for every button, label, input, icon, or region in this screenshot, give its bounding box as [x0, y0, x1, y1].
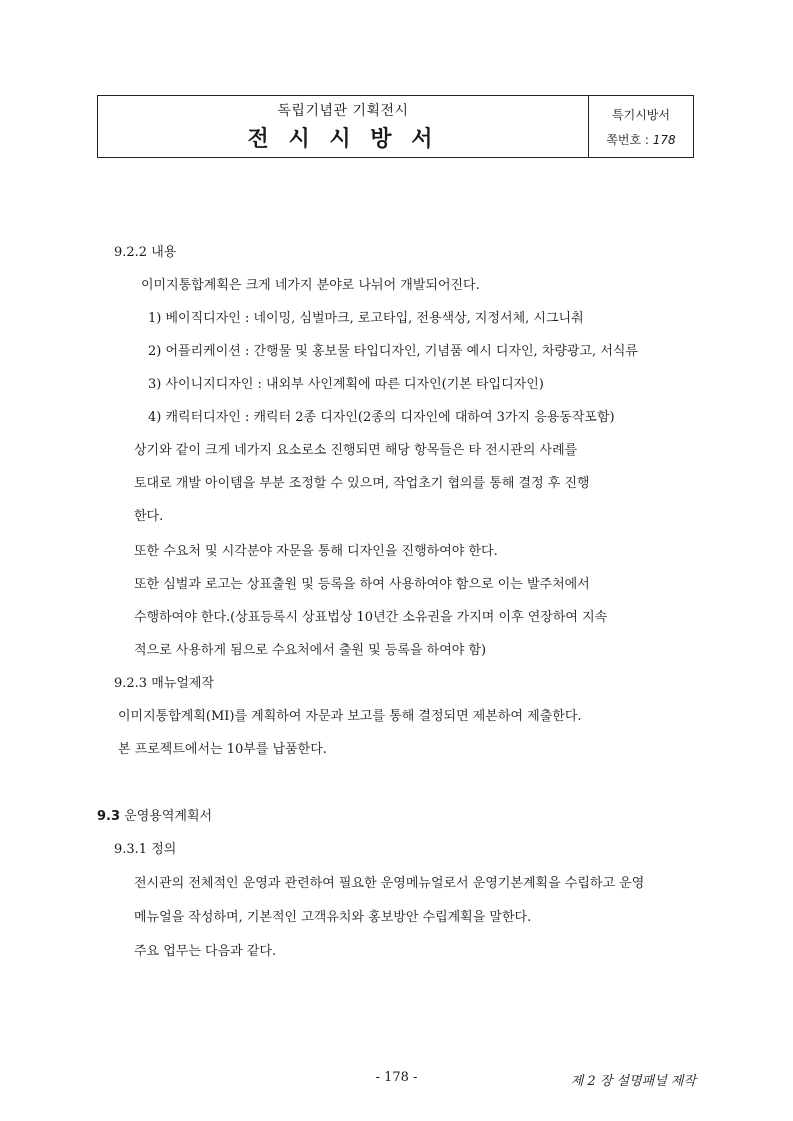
header-meta-cell [589, 96, 693, 157]
paragraph-line: 또한 심벌과 로고는 상표출원 및 등록을 하여 사용하여야 함으로 이는 발주처에서 [134, 577, 590, 592]
section-9-3-title: 운영용역계획서 [120, 809, 213, 824]
paragraph-line: 메뉴얼을 작성하며, 기본적인 고객유치와 홍보방안 수립계획을 말한다. [134, 910, 532, 925]
section-9-2-2-intro: 이미지통합계획은 크게 네가지 분야로 나뉘어 개발되어진다. [141, 278, 480, 293]
paragraph-line: 또한 수요처 및 시각분야 자문을 통해 디자인을 진행하여야 한다. [134, 544, 498, 559]
paragraph-line: 토대로 개발 아이템을 부분 조정할 수 있으며, 작업초기 협의를 통해 결정 후 진행 [134, 476, 590, 491]
page-number-label: 쪽번호 : [606, 132, 653, 147]
list-item: 2) 어플리케이션 : 간행물 및 홍보물 타입디자인, 기념품 예시 디자인, 차량광고, 서식류 [148, 344, 638, 359]
doc-type: 특기시방서 [612, 107, 670, 122]
section-9-3-heading [97, 805, 212, 824]
list-item: 3) 사이니지디자인 : 내외부 사인계획에 따른 디자인(기본 타입디자인) [148, 377, 544, 392]
paragraph-line: 적으로 사용하게 됨으로 수요처에서 출원 및 등록을 하여야 함) [134, 643, 487, 658]
section-9-3-1-heading: 9.3.1 정의 [114, 842, 177, 857]
document-header [97, 95, 694, 158]
paragraph-line: 본 프로젝트에서는 10부를 납품한다. [118, 742, 327, 757]
paragraph-line: 전시관의 전체적인 운영과 관련하여 필요한 운영메뉴얼로서 운영기본계획을 수립하고 운영 [134, 876, 645, 891]
footer-chapter-title: 제 2 장 설명패널 제작 [570, 1074, 696, 1089]
paragraph-line: 한다. [134, 509, 164, 524]
paragraph-line: 상기와 같이 크게 네가지 요소로소 진행되면 해당 항목들은 타 전시관의 사례를 [134, 443, 578, 458]
paragraph-line: 주요 업무는 다음과 같다. [134, 944, 277, 959]
page-number-value: 178 [652, 132, 676, 147]
section-9-2-2-heading: 9.2.2 내용 [114, 245, 177, 260]
footer-page-number: - 178 - [375, 1070, 418, 1085]
list-item: 4) 캐릭터디자인 : 캐릭터 2종 디자인(2종의 디자인에 대하여 3가지 응용동작포함) [148, 410, 615, 425]
paragraph-line: 수행하여야 한다.(상표등록시 상표법상 10년간 소유권을 가지며 이후 연장하여 지속 [134, 610, 608, 625]
paragraph-line: 이미지통합계획(MI)를 계획하여 자문과 보고를 통해 결정되면 제본하여 제출한다. [118, 709, 582, 724]
page-number-field [606, 131, 675, 148]
section-9-2-3-heading: 9.2.3 매뉴얼제작 [114, 676, 215, 691]
header-title: 전 시 시 방 서 [247, 127, 439, 152]
header-subtitle: 독립기념관 기획전시 [277, 103, 409, 119]
section-9-3-number: 9.3 [97, 809, 121, 824]
header-title-cell [98, 96, 589, 157]
list-item: 1) 베이직디자인 : 네이밍, 심벌마크, 로고타입, 전용색상, 지정서체, 시그니춰 [148, 311, 584, 326]
